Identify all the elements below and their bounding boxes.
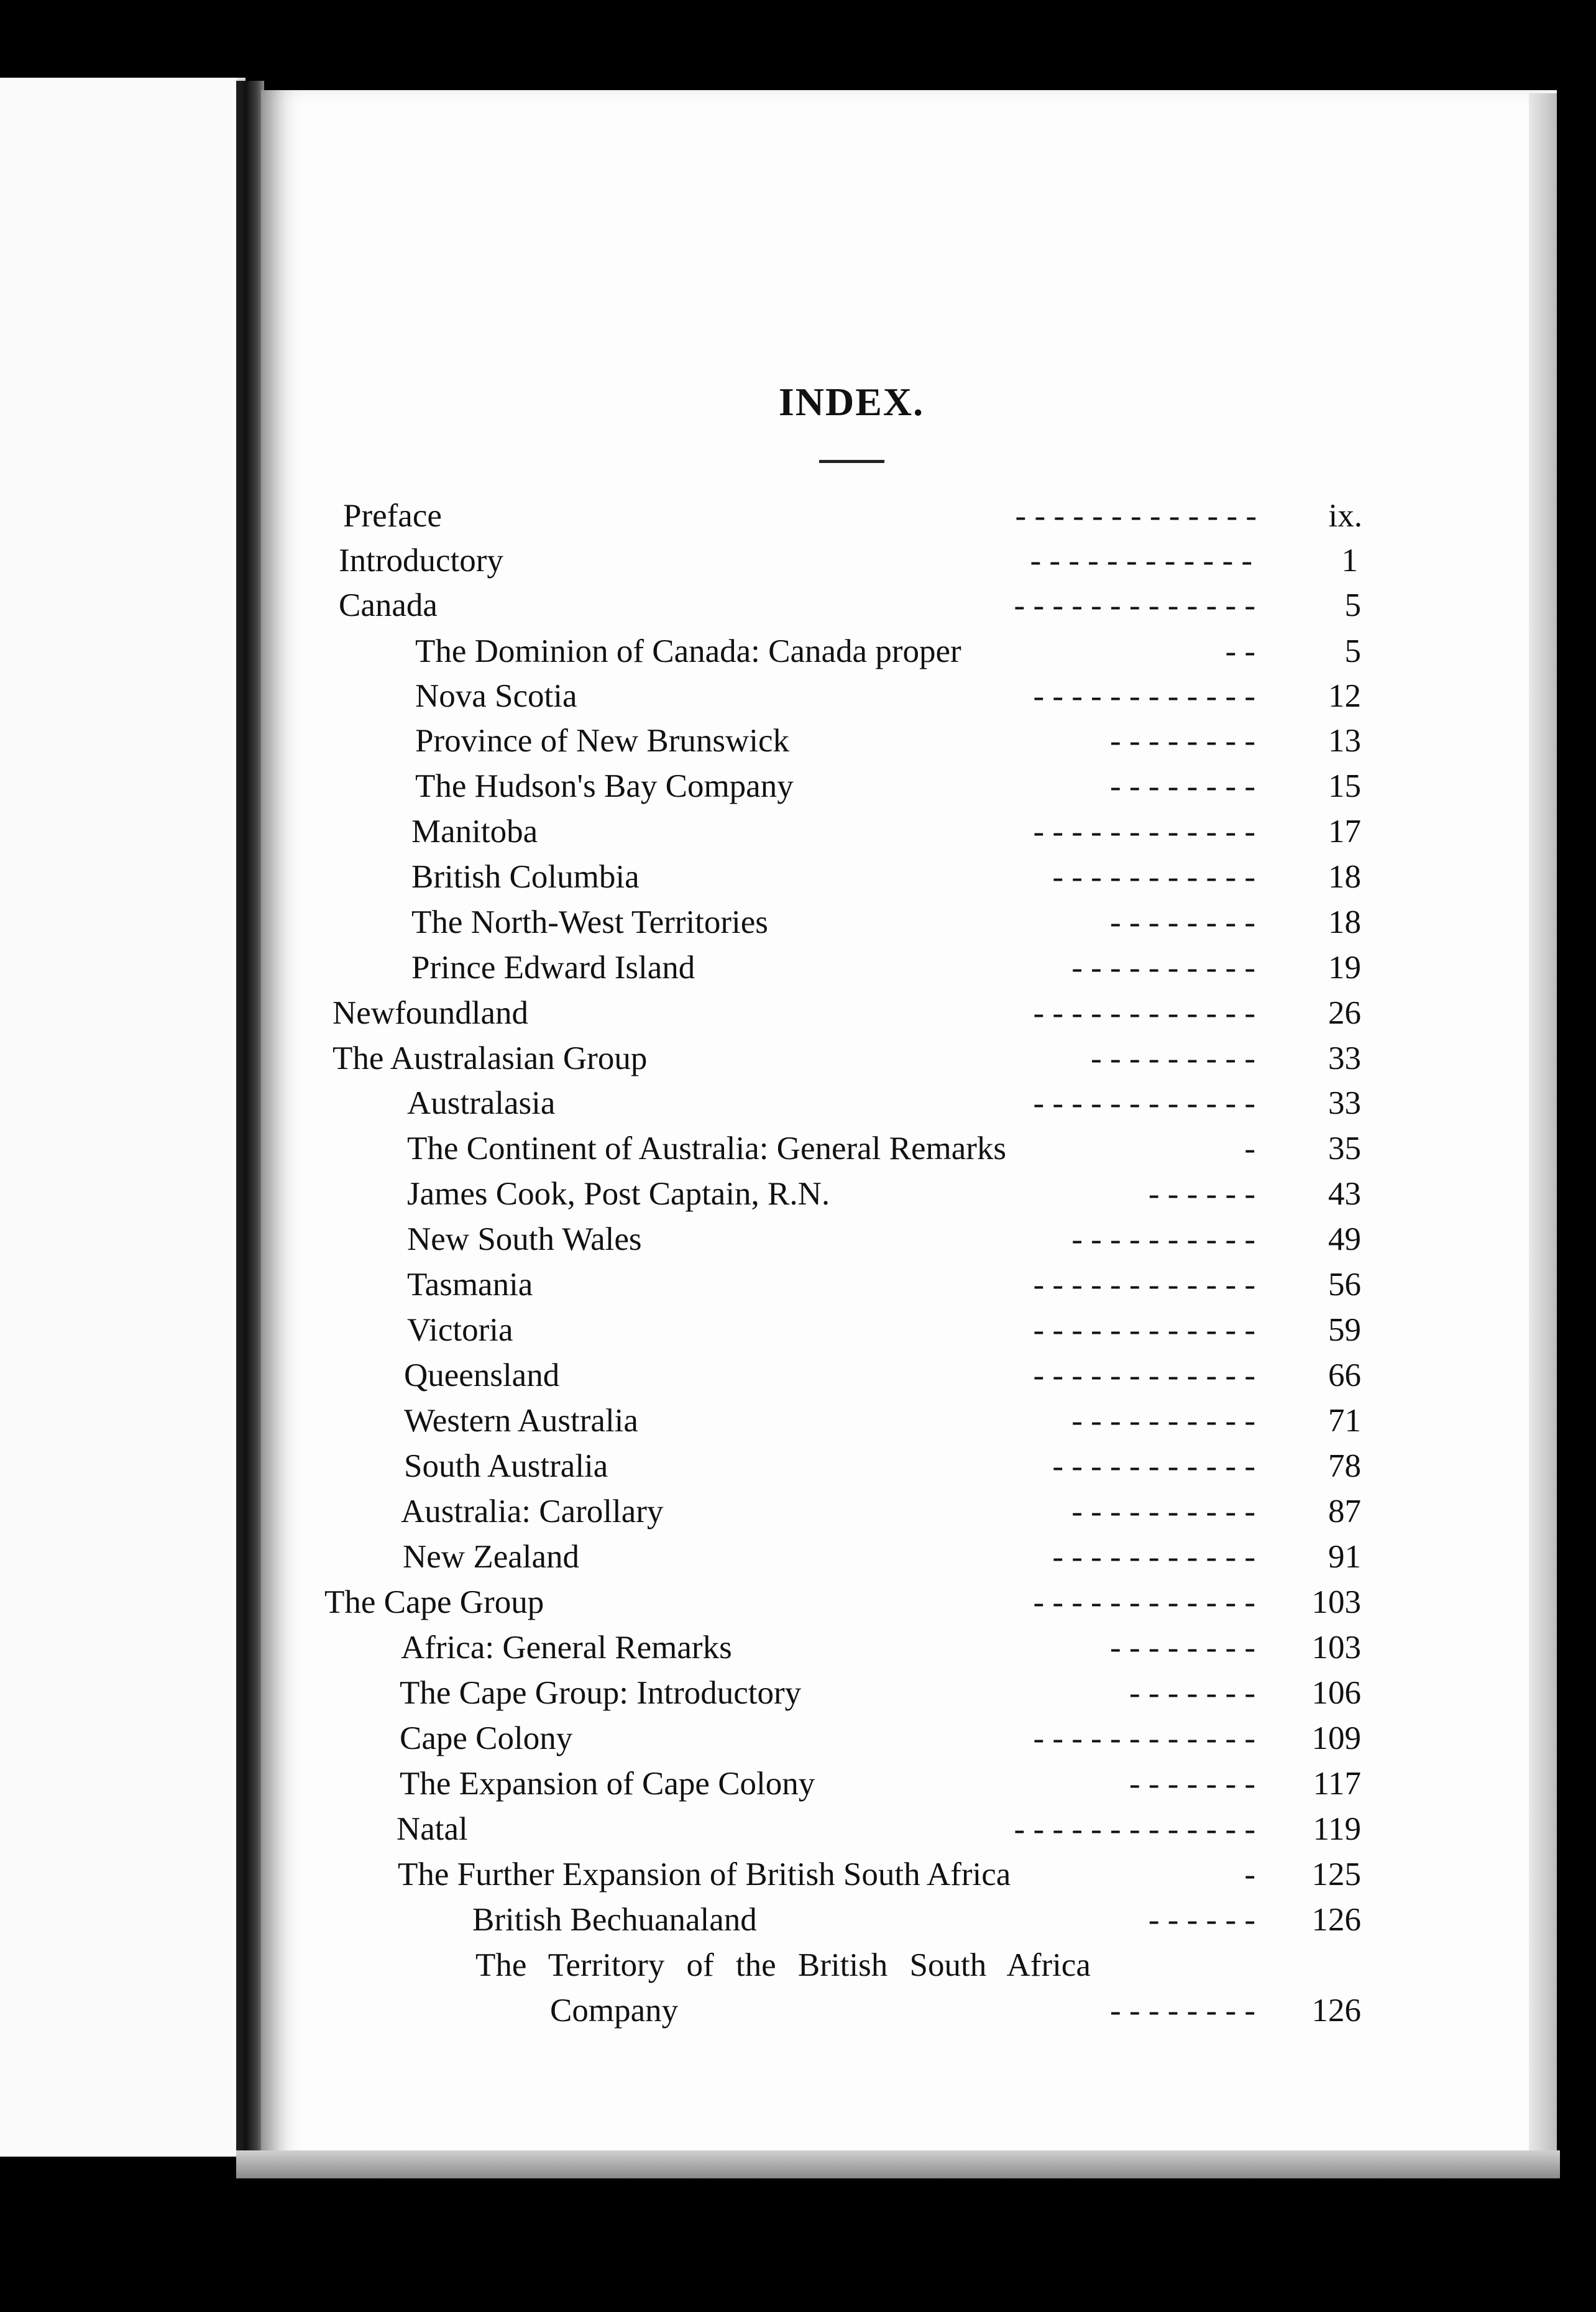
index-entry-hudsons-bay-company (415, 768, 1361, 810)
entry-page-number: 33 (1328, 1040, 1361, 1076)
entry-label: Canada (339, 587, 438, 623)
entry-page-number: 106 (1311, 1675, 1361, 1711)
entry-label: Tasmania (407, 1267, 533, 1303)
entry-label: New Zealand (403, 1539, 579, 1575)
entry-label: The Cape Group: Introductory (400, 1675, 802, 1711)
index-entry-new-zealand (403, 1538, 1361, 1580)
index-entry-north-west-territories (411, 904, 1361, 946)
index-entry-new-south-wales (407, 1221, 1361, 1263)
entry-label: The Dominion of Canada: Canada proper (415, 633, 961, 669)
entry-leader: - - - - - - - - - - - - (1033, 678, 1255, 714)
entry-page-number: 33 (1328, 1085, 1361, 1121)
entry-leader: - - - - - - - - - - - - (1033, 1584, 1255, 1620)
entry-leader: - - - - - - - - - - - - (1033, 995, 1255, 1031)
index-entry-james-cook (407, 1175, 1361, 1218)
entry-leader: - - - - - - - - - - (1071, 1493, 1255, 1530)
entry-label: South Australia (404, 1448, 608, 1484)
entry-page-number: 35 (1328, 1131, 1361, 1167)
entry-page-number: 18 (1328, 904, 1361, 940)
entry-leader: - - - - - - - - - - - - (1033, 1720, 1255, 1756)
index-entry-australasia (407, 1085, 1361, 1127)
entry-leader: - - - - - - - - - - (1071, 950, 1255, 986)
index-entry-cape-group-introductory (400, 1674, 1361, 1717)
entry-leader: - - - - - - (1148, 1176, 1255, 1212)
entry-leader: - - - - - - - - - - - - - (1015, 498, 1257, 534)
entry-page-number: 71 (1328, 1403, 1361, 1439)
entry-page-number: 1 (1341, 543, 1358, 579)
entry-leader: - - - - - - - (1129, 1766, 1255, 1802)
entry-page-number: 56 (1328, 1267, 1361, 1303)
entry-page-number: 12 (1328, 678, 1361, 714)
entry-page-number: 126 (1311, 1902, 1361, 1938)
index-entry-further-expansion (398, 1856, 1361, 1898)
entry-label: Introductory (339, 543, 503, 579)
entry-page-number: 87 (1328, 1493, 1361, 1530)
index-entry-continent-of-australia (407, 1130, 1361, 1172)
entry-leader: - - - - - - - - - - - - (1033, 1085, 1255, 1121)
index-entry-south-australia (404, 1447, 1361, 1490)
entry-leader: - - - - - - - - - - - - (1033, 1267, 1255, 1303)
entry-page-number: 59 (1328, 1312, 1361, 1348)
entry-label: Australasia (407, 1085, 556, 1121)
index-entry-africa-general-remarks (401, 1629, 1361, 1671)
entry-page-number: ix. (1328, 498, 1362, 534)
entry-page-number: 109 (1311, 1720, 1361, 1756)
entry-page-number: 103 (1311, 1584, 1361, 1620)
entry-leader: - - - - - - - - - - - - - (1014, 1811, 1255, 1847)
entry-leader: - - - - - - - - - - - - - (1014, 587, 1255, 623)
index-entry-cape-colony (400, 1720, 1361, 1762)
entry-page-number: 103 (1311, 1630, 1361, 1666)
entry-leader: - - - - - - - - - - - - (1033, 1357, 1255, 1393)
entry-label: The Expansion of Cape Colony (400, 1766, 815, 1802)
entry-leader: - - - - - - - - - (1091, 1040, 1255, 1076)
index-entry-newfoundland (332, 994, 1361, 1037)
entry-leader: - - - - - - - - (1110, 1993, 1255, 2029)
entry-page-number: 17 (1328, 814, 1361, 850)
entry-label: British Bechuanaland (472, 1902, 757, 1938)
entry-page-number: 117 (1313, 1766, 1361, 1802)
entry-label: The Hudson's Bay Company (415, 768, 794, 804)
entry-page-number: 15 (1328, 768, 1361, 804)
entry-label: The Cape Group (324, 1584, 544, 1620)
index-entry-territory-bsa-line1: The Territory of the British South Africa (475, 1947, 1091, 1983)
entry-label: Queensland (404, 1357, 560, 1393)
entry-label: Preface (343, 498, 442, 534)
index-entry-western-australia (404, 1402, 1361, 1444)
index-entry-cape-group (324, 1584, 1361, 1626)
index-entry-expansion-of-cape-colony (400, 1765, 1361, 1807)
entry-leader: - - - - - - - - (1110, 904, 1255, 940)
entry-leader: - - - - - - - - - - - - (1033, 814, 1255, 850)
entry-label: The North-West Territories (411, 904, 768, 940)
entry-label: Cape Colony (400, 1720, 573, 1756)
index-entry-introductory (339, 542, 1358, 584)
entry-page-number: 126 (1311, 1993, 1361, 2029)
entry-label: Africa: General Remarks (401, 1630, 732, 1666)
entry-label: Victoria (407, 1312, 513, 1348)
entry-page-number: 5 (1344, 587, 1361, 623)
entry-page-number: 19 (1328, 950, 1361, 986)
entry-label: The Australasian Group (332, 1040, 648, 1076)
index-entry-nova-scotia (415, 677, 1361, 720)
entry-label: Newfoundland (332, 995, 528, 1031)
index-title: INDEX. (778, 380, 925, 424)
index-entry-australia-carollary (401, 1493, 1361, 1535)
index-entry-british-columbia (411, 858, 1361, 901)
index-entry-british-bechuanaland (472, 1901, 1361, 1943)
index-entry-preface (343, 497, 1362, 539)
index-entry-manitoba (411, 813, 1361, 855)
index-entry-natal (397, 1810, 1361, 1853)
entry-leader: - - - - - - - - - - - (1052, 1448, 1255, 1484)
entry-leader: - - - - - - - - - - - (1052, 859, 1255, 895)
entry-page-number: 18 (1328, 859, 1361, 895)
index-entry-dominion-of-canada (415, 633, 1361, 675)
entry-page-number: 119 (1313, 1811, 1361, 1847)
entry-label: Western Australia (404, 1403, 638, 1439)
entry-leader: - - - - - - - - (1110, 723, 1255, 759)
entry-page-number: 66 (1328, 1357, 1361, 1393)
entry-label: Company (550, 1993, 679, 2029)
entry-label: The Further Expansion of British South Africa (398, 1856, 1011, 1892)
entry-page-number: 26 (1328, 995, 1361, 1031)
entry-label: Natal (397, 1811, 468, 1847)
entry-label: British Columbia (411, 859, 640, 895)
index-entry-victoria (407, 1311, 1361, 1354)
entry-leader: - - - - - - - - - - (1071, 1403, 1255, 1439)
entry-leader: - - (1225, 633, 1255, 669)
entry-page-number: 49 (1328, 1221, 1361, 1257)
entry-page-number: 43 (1328, 1176, 1361, 1212)
index-entry-prince-edward-island (411, 949, 1361, 991)
index-entry-queensland (404, 1357, 1361, 1399)
entry-leader: - - - - - - - - - - - - (1030, 543, 1252, 579)
entry-leader: - (1244, 1131, 1255, 1167)
entry-page-number: 125 (1311, 1856, 1361, 1892)
entry-leader: - - - - - - (1148, 1902, 1255, 1938)
index-entry-new-brunswick (415, 722, 1361, 764)
entry-label: Australia: Carollary (401, 1493, 664, 1530)
index-entry-canada (339, 587, 1361, 629)
entry-label: Manitoba (411, 814, 538, 850)
entry-leader: - - - - - - - - - - (1071, 1221, 1255, 1257)
entry-page-number: 91 (1328, 1539, 1361, 1575)
entry-label: James Cook, Post Captain, R.N. (407, 1176, 830, 1212)
entry-label: Prince Edward Island (411, 950, 695, 986)
entry-leader: - - - - - - - - (1110, 1630, 1255, 1666)
entry-leader: - (1244, 1856, 1255, 1892)
entry-page-number: 78 (1328, 1448, 1361, 1484)
entry-page-number: 5 (1344, 633, 1361, 669)
entry-leader: - - - - - - - - (1110, 768, 1255, 804)
entry-leader: - - - - - - - (1129, 1675, 1255, 1711)
entry-label: Nova Scotia (415, 678, 577, 714)
entry-label: The Continent of Australia: General Remarks (407, 1131, 1007, 1167)
entry-label: New South Wales (407, 1221, 642, 1257)
index-entry-australasian-group (332, 1040, 1361, 1082)
index-entry-territory-bsa-company (550, 1992, 1361, 2034)
index-entry-tasmania (407, 1266, 1361, 1308)
entry-leader: - - - - - - - - - - - - (1033, 1312, 1255, 1348)
entry-label: Province of New Brunswick (415, 723, 790, 759)
entry-leader: - - - - - - - - - - - (1052, 1539, 1255, 1575)
entry-page-number: 13 (1328, 723, 1361, 759)
